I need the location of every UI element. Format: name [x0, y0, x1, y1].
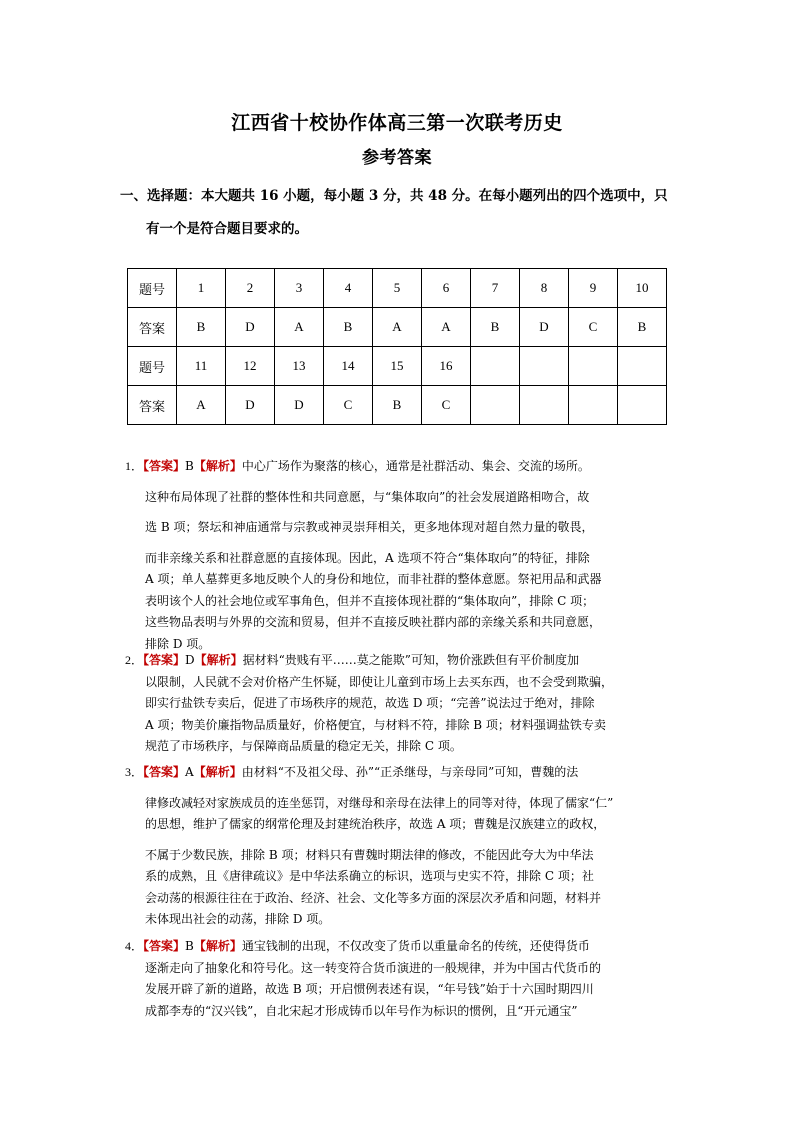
section-heading [120, 180, 680, 246]
table-cell: C [422, 386, 471, 425]
answer-tag: 【答案】 [143, 653, 186, 667]
table-cell: A [275, 308, 324, 347]
table-cell: 9 [569, 269, 618, 308]
page-subtitle: 参考答案 [362, 148, 432, 168]
table-cell [618, 347, 667, 386]
analysis-tag: 【解析】 [193, 765, 242, 779]
table-cell: 16 [422, 347, 471, 386]
table-cell: 7 [471, 269, 520, 308]
table-cell: 14 [324, 347, 373, 386]
question-text: 排除 D 项。 [145, 636, 211, 651]
table-cell: 题号 [128, 347, 177, 386]
answer-letter: A [185, 765, 194, 779]
table-cell: 11 [177, 347, 226, 386]
table-cell: B [618, 308, 667, 347]
question-first-line [125, 456, 670, 478]
question-3 [125, 762, 670, 931]
question-text: 这些物品表明与外界的交流和贸易，但并不直接反映社群内部的亲缘关系和共同意愿， [145, 615, 602, 629]
question-text: 这种布局体现了社群的整体性和共同意愿，与“集体取向”的社会发展道路相吻合，故 [145, 489, 590, 504]
table-cell: C [569, 308, 618, 347]
table-cell: B [177, 308, 226, 347]
question-text: 的思想，维护了儒家的纲常伦理及封建统治秩序，故选 A 项；曹魏是汉族建立的政权， [145, 817, 606, 831]
table-cell: A [422, 308, 471, 347]
question-text: 逐渐走向了抽象化和符号化。这一转变符合货币演进的一般规律，并为中国古代货币的 [145, 960, 602, 975]
question-number: 1． [125, 459, 144, 473]
table-cell: 12 [226, 347, 275, 386]
question-text: 选 B 项；祭坛和神庙通常与宗教或神灵崇拜相关，更多地体现对超自然力量的敬畏， [145, 520, 594, 534]
answer-tag: 【答案】 [143, 459, 186, 473]
answer-tag: 【答案】 [143, 939, 186, 953]
table-cell: C [324, 386, 373, 425]
table-cell: D [275, 386, 324, 425]
table-row [128, 386, 667, 425]
question-text: 以限制，人民就不会对价格产生怀疑，即使让儿童到市场上去买东西，也不会受到欺骗， [145, 674, 614, 689]
table-cell: 2 [226, 269, 275, 308]
table-cell [471, 347, 520, 386]
answer-table [127, 268, 667, 425]
question-1 [125, 456, 670, 655]
table-cell: A [177, 386, 226, 425]
question-number: 3． [125, 765, 144, 779]
table-cell [569, 386, 618, 425]
table-cell: 1 [177, 269, 226, 308]
answer-letter: B [185, 939, 194, 953]
question-text: 表明该个人的社会地位或军事角色，但并不直接体现社群的“集体取向”，排除 C 项； [145, 593, 595, 608]
table-row [128, 308, 667, 347]
question-text: 规范了市场秩序，与保障商品质量的稳定无关，排除 C 项。 [145, 739, 462, 753]
answer-tag: 【答案】 [143, 765, 186, 779]
table-cell: 6 [422, 269, 471, 308]
answer-letter: B [185, 459, 194, 473]
analysis-tag: 【解析】 [194, 653, 243, 667]
question-text: 律修改减轻对家族成员的连坐惩罚，对继母和亲母在法律上的同等对待，体现了儒家“仁” [145, 795, 614, 810]
question-text: 未体现出社会的动荡，排除 D 项。 [145, 912, 331, 926]
table-cell: D [520, 308, 569, 347]
table-cell: 8 [520, 269, 569, 308]
table-cell: 10 [618, 269, 667, 308]
answer-letter: D [185, 653, 195, 667]
table-cell [520, 386, 569, 425]
question-text: 会动荡的根源往往在于政治、经济、社会、文化等多方面的深层次矛盾和问题，材料并 [145, 890, 602, 905]
table-row [128, 269, 667, 308]
question-2 [125, 650, 670, 758]
analysis-tag: 【解析】 [193, 939, 242, 953]
table-cell: 15 [373, 347, 422, 386]
section-heading-line2: 有一个是符合题目要求的。 [146, 221, 308, 237]
table-cell: 3 [275, 269, 324, 308]
table-cell: 13 [275, 347, 324, 386]
table-cell: 答案 [128, 386, 177, 425]
table-cell [520, 347, 569, 386]
table-cell: 5 [373, 269, 422, 308]
page-title: 江西省十校协作体高三第一次联考历史 [231, 112, 563, 134]
table-cell [569, 347, 618, 386]
question-text: 中心广场作为聚落的核心，通常是社群活动、集会、交流的场所。 [241, 459, 590, 473]
question-text: 据材料“贵贱有平……莫之能欺”可知，物价涨跌但有平价制度加 [242, 653, 579, 667]
question-text: 通宝钱制的出现，不仅改变了货币以重量命名的传统，还使得货币 [241, 939, 590, 953]
question-text: 发展开辟了新的道路，故选 B 项；开启惯例表述有误，“年号钱”始于十六国时期四川 [145, 982, 594, 996]
question-text: 即实行盐铁专卖后，促进了市场秩序的规范，故选 D 项；“完善”说法过于绝对，排除 [145, 696, 595, 710]
question-text: 成都李寿的“汉兴钱”，自北宋起才形成铸币以年号作为标识的惯例，且“开元通宝” [145, 1003, 578, 1018]
question-text: 由材料“不及祖父母、孙”“正杀继母，与亲母同”可知，曹魏的法 [241, 765, 579, 779]
question-4 [125, 936, 670, 1022]
question-text: 不属于少数民族，排除 B 项；材料只有曹魏时期法律的修改，不能因此夸大为中华法 [145, 847, 594, 862]
table-cell: B [471, 308, 520, 347]
question-first-line [125, 762, 670, 784]
table-cell: B [373, 386, 422, 425]
table-cell: D [226, 308, 275, 347]
question-text: 而非亲缘关系和社群意愿的直接体现。因此，A 选项不符合“集体取向”的特征，排除 [145, 550, 590, 565]
table-cell [471, 386, 520, 425]
section-heading-line1: 一、选择题：本大题共 16 小题，每小题 3 分，共 48 分。在每小题列出的四个选项中，只 [120, 188, 668, 204]
question-number: 2． [125, 653, 144, 667]
question-number: 4． [125, 939, 144, 953]
question-first-line [125, 936, 670, 958]
table-row [128, 347, 667, 386]
question-text: A 项；物美价廉指物品质量好，价格便宜，与材料不符，排除 B 项；材料强调盐铁专卖 [145, 717, 606, 732]
table-cell: 4 [324, 269, 373, 308]
table-cell: A [373, 308, 422, 347]
table-cell: B [324, 308, 373, 347]
question-text: 系的成熟，且《唐律疏议》是中华法系确立的标识，选项与史实不符，排除 C 项；社 [145, 869, 594, 883]
question-first-line [125, 650, 670, 672]
table-cell: D [226, 386, 275, 425]
table-cell [618, 386, 667, 425]
table-cell: 题号 [128, 269, 177, 308]
analysis-tag: 【解析】 [193, 459, 242, 473]
table-cell: 答案 [128, 308, 177, 347]
question-text: A 项；单人墓葬更多地反映个人的身份和地位，而非社群的整体意愿。祭祀用品和武器 [145, 572, 602, 586]
